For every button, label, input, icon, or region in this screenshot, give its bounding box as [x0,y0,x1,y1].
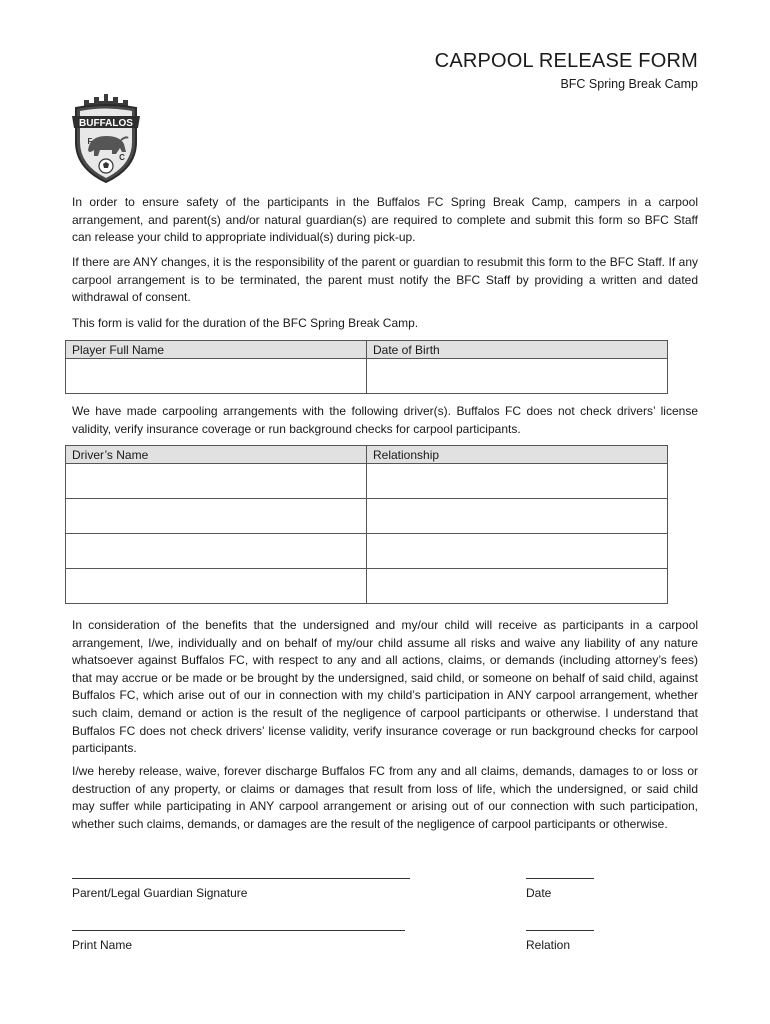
driver-name-field[interactable] [66,499,367,534]
guardian-signature-label: Parent/Legal Guardian Signature [72,886,248,900]
relationship-field[interactable] [367,534,668,569]
logo-letter-f: F [87,137,93,146]
relationship-header: Relationship [367,446,668,464]
form-title: CARPOOL RELEASE FORM [434,50,698,72]
logo-text: BUFFALOS [79,118,133,129]
table-header-row [66,341,668,359]
table-row [66,464,668,499]
driver-name-field[interactable] [66,569,367,604]
table-row [66,569,668,604]
player-name-header: Player Full Name [66,341,367,359]
drivers-intro: We have made carpooling arrangements with the following driver(s). Buffalos FC does not check drivers’ license validity, verify insurance coverage or run background checks for carpool participants. [72,404,698,436]
print-name-line[interactable] [72,930,405,931]
print-name-label: Print Name [72,938,133,952]
form-subtitle: BFC Spring Break Camp [560,77,698,91]
table-header-row [66,446,668,464]
dob-field[interactable] [367,359,668,394]
dob-header: Date of Birth [367,341,668,359]
release-paragraph-1: In consideration of the benefits that the undersigned and my/our child will receive as participants in a carpool arrangement, I/we, individually and on behalf of my/our child assume all risks and waive any liability of any nature whatsoever against Buffalos FC, with respect to any and all actions, claims, or demands (including attorney’s fees) that may accrue or be made or be brought by the undersigned, said child, or someone on behalf of said child, against Buffalos FC, which arise out of our in connection with my child’s participation in ANY carpool arrangement, whether such claim, demand or action is the result of the negligence of carpool participants or otherwise. I understand that Buffalos FC does not check drivers’ license validity, verify insurance coverage or run background checks for carpool participants. [72,618,698,756]
buffalos-fc-crest-logo [68,92,144,184]
release-paragraph-2: I/we hereby release, waive, forever discharge Buffalos FC from any and all claims, demands, damages to or loss or destruction of any property, or claims or damages that result from loss of life, which the undersigned, or said child may suffer while participating in ANY carpool arrangement or arising out of our connection with such participation, whether such claims, demands, or damages are the result of the negligence of carpool participants or otherwise. [72,764,698,831]
intro-paragraph-1: In order to ensure safety of the participants in the Buffalos FC Spring Break Camp, campers in a carpool arrangement, and parent(s) and/or natural guardian(s) are required to complete and submit this form so BFC Staff can release your child to appropriate individual(s) during pick-up. [72,195,698,245]
table-row [66,359,668,394]
player-name-field[interactable] [66,359,367,394]
intro-paragraph-3: This form is valid for the duration of the BFC Spring Break Camp. [72,316,419,330]
relationship-field[interactable] [367,499,668,534]
relationship-field[interactable] [367,569,668,604]
player-table [65,340,668,394]
date-line[interactable] [526,878,594,879]
intro-paragraph-2: If there are ANY changes, it is the responsibility of the parent or guardian to resubmit this form to the BFC Staff. If any carpool arrangement is to be terminated, the parent must notify the BFC Staff by providing a written and dated withdrawal of consent. [72,255,698,305]
driver-name-header: Driver’s Name [66,446,367,464]
driver-name-field[interactable] [66,534,367,569]
logo-letter-c: C [119,153,125,162]
table-row [66,499,668,534]
date-label: Date [526,886,552,900]
relation-line[interactable] [526,930,594,931]
relation-label: Relation [526,938,571,952]
relationship-field[interactable] [367,464,668,499]
driver-table [65,445,668,604]
driver-name-field[interactable] [66,464,367,499]
guardian-signature-line[interactable] [72,878,410,879]
table-row [66,534,668,569]
